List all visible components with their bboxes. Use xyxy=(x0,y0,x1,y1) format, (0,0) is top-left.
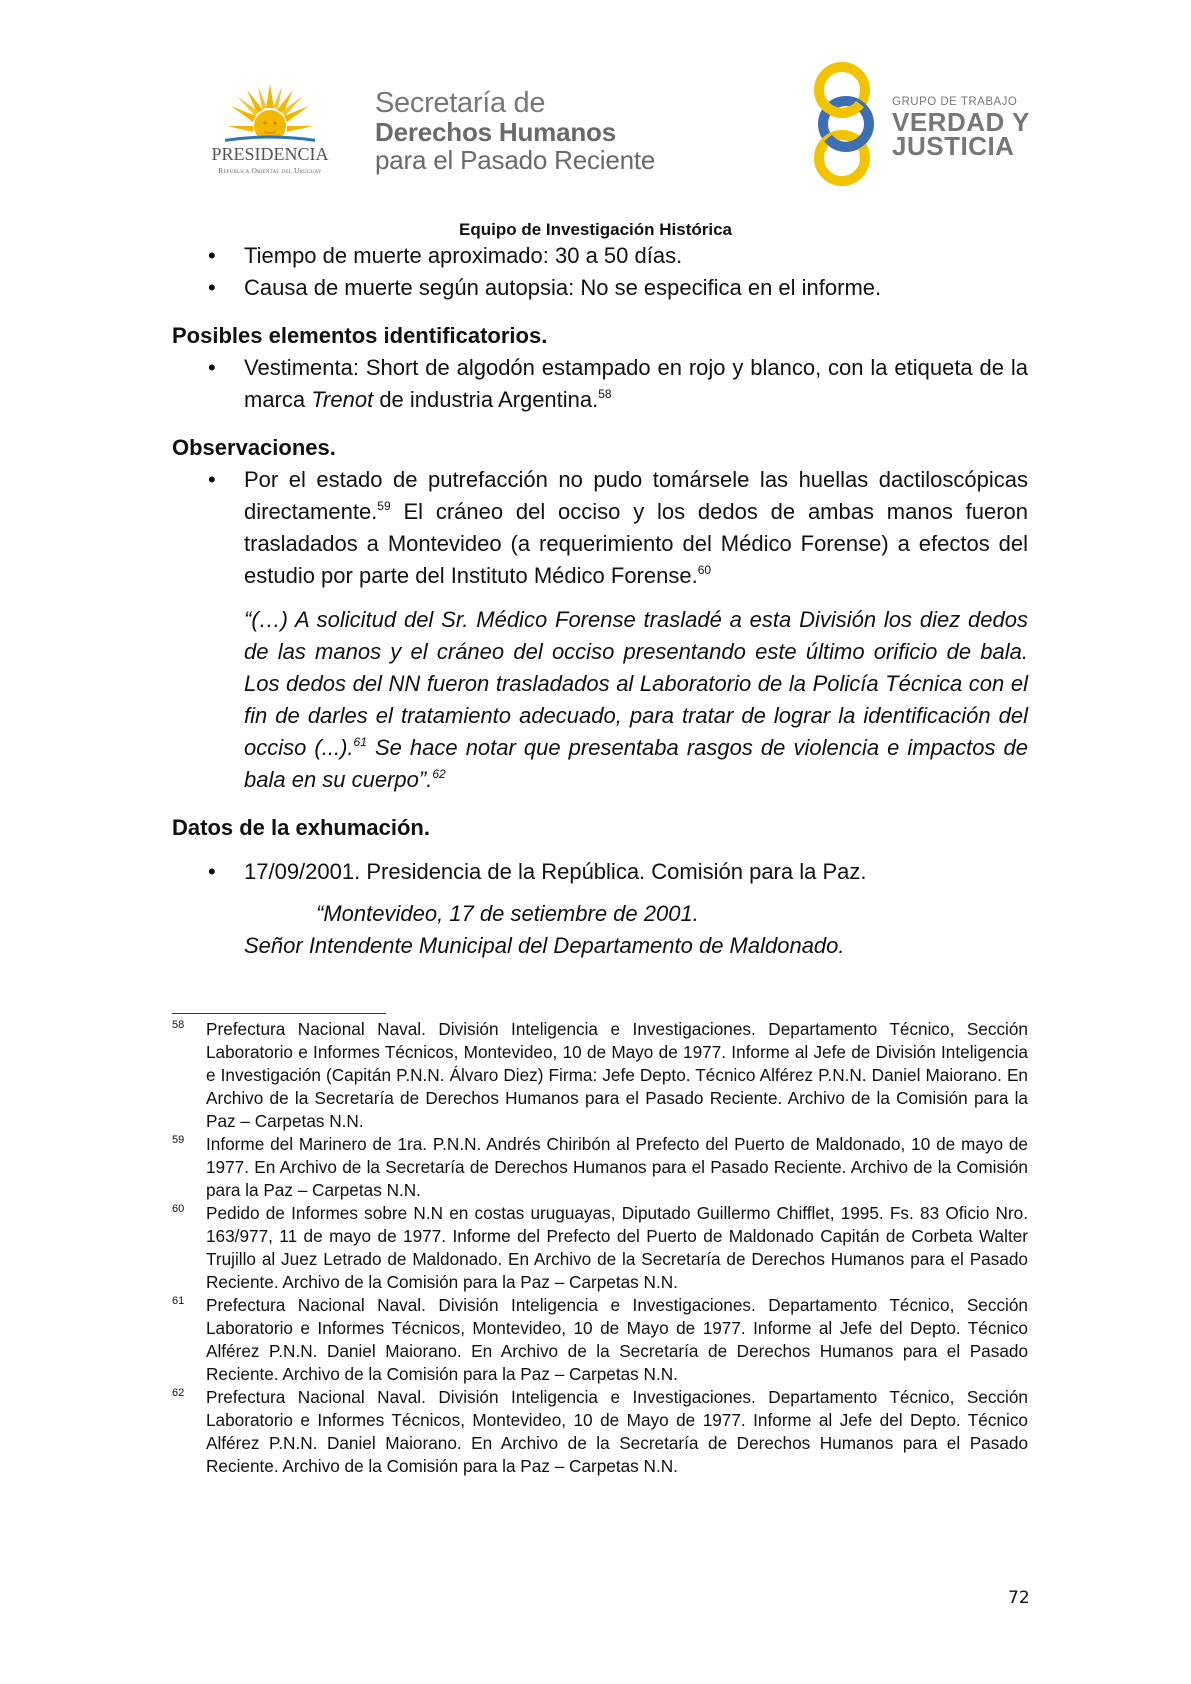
presidencia-logo xyxy=(195,82,345,177)
list-item-text: Tiempo de muerte aproximado: 30 a 50 días. xyxy=(244,243,683,268)
grupo-line3: JUSTICIA xyxy=(892,131,1015,161)
footnote-separator xyxy=(172,1013,386,1014)
footnote-ref[interactable]: 58 xyxy=(598,386,612,401)
footnote-61 xyxy=(172,1294,1028,1386)
list-item xyxy=(172,272,1028,304)
quote-text: Se hace notar que presentaba rasgos de violencia e impactos de bala en su cuerpo”. xyxy=(244,735,1028,792)
footnote-number: 60 xyxy=(172,1203,185,1215)
list-item-text: 17/09/2001. Presidencia de la República. Comisión para la Paz. xyxy=(244,859,867,884)
footnotes xyxy=(172,1018,1028,1478)
list-item-text: El cráneo del occiso y los dedos de ambas manos fueron trasladados a Montevideo (a requerimiento del Médico Forense) a efectos del estudio por parte del Instituto Médico Forense. xyxy=(244,499,1028,588)
list-item xyxy=(172,352,1028,416)
footnote-text: Prefectura Nacional Naval. División Inteligencia e Investigaciones. Departamento Técnico, Sección Laboratorio e Informes Técnicos, Montevideo, 10 de Mayo de 1977. Informe al Jefe de División Inteligencia e Investigación (Capitán P.N.N. Álvaro Diez) Firma: Jefe Depto. Técnico Alférez P.N.N. Daniel Maiorano. En Archivo de la Secretaría de Derechos Humanos para el Pasado Reciente. Archivo de la Comisión para la Paz – Carpetas N.N. xyxy=(206,1019,1028,1131)
list-item-text: Por el estado de putrefacción no pudo tomársele las huellas dactiloscópicas directamente. xyxy=(244,467,1028,524)
presidencia-title: PRESIDENCIA xyxy=(211,144,329,164)
footnote-59 xyxy=(172,1133,1028,1202)
footnote-62 xyxy=(172,1386,1028,1478)
list-item-text: Causa de muerte según autopsia: No se especifica en el informe. xyxy=(244,275,882,300)
footnote-60 xyxy=(172,1202,1028,1294)
sun-of-may-icon xyxy=(225,82,315,144)
secretaria-line2: Derechos Humanos xyxy=(375,117,616,147)
block-quote xyxy=(172,604,1028,796)
list-item xyxy=(172,856,1028,888)
secretaria-line3: para el Pasado Reciente xyxy=(375,145,656,175)
footnote-ref[interactable]: 59 xyxy=(377,498,391,513)
page-header xyxy=(0,0,1191,200)
letter-dateline: “Montevideo, 17 de setiembre de 2001. xyxy=(316,901,699,926)
bullet-icon: • xyxy=(208,275,216,300)
footnote-number: 62 xyxy=(172,1387,185,1399)
bullet-icon: • xyxy=(208,467,216,492)
quote-text: “(…) A solicitud del Sr. Médico Forense trasladé a esta División los diez dedos de las manos y el cráneo del occiso presentando este último orificio de bala. Los dedos del NN fueron trasladados al Laboratorio de la Policía Técnica con el fin de darles el tratamiento adecuado, para tratar de lograr la identificación del occiso (...). xyxy=(244,607,1028,760)
page-number: 72 xyxy=(1008,1588,1030,1608)
linked-rings-icon xyxy=(810,62,882,186)
footnote-number: 59 xyxy=(172,1134,185,1146)
brand-name: Trenot xyxy=(311,387,374,412)
footnote-ref[interactable]: 62 xyxy=(432,766,446,781)
footnote-58 xyxy=(172,1018,1028,1133)
grupo-line1: GRUPO DE TRABAJO xyxy=(892,96,1018,108)
footnote-number: 61 xyxy=(172,1295,185,1307)
grupo-verdad-justicia-logo xyxy=(810,62,1050,192)
section-heading-exhumacion: Datos de la exhumación. xyxy=(172,815,430,840)
section-heading-identificatorios: Posibles elementos identificatorios. xyxy=(172,323,548,348)
presidencia-subtitle: República Oriental del Uruguay xyxy=(218,166,322,175)
list-item xyxy=(172,464,1028,592)
footnote-text: Prefectura Nacional Naval. División Inteligencia e Investigaciones. Departamento Técnico, Sección Laboratorio e Informes Técnicos, Montevideo, 10 de Mayo de 1977. Informe al Jefe del Depto. Técnico Alférez P.N.N. Daniel Maiorano. En Archivo de la Secretaría de Derechos Humanos para el Pasado Reciente. Archivo de la Comisión para la Paz – Carpetas N.N. xyxy=(206,1387,1028,1476)
bullet-icon: • xyxy=(208,243,216,268)
footnote-number: 58 xyxy=(172,1019,185,1031)
grupo-line2: VERDAD Y xyxy=(892,107,1030,137)
list-item-text: Vestimenta: Short de algodón estampado en rojo y blanco, con la etiqueta de la marca xyxy=(244,355,1028,412)
footnote-ref[interactable]: 60 xyxy=(697,562,712,577)
letter-addressee: Señor Intendente Municipal del Departamento de Maldonado. xyxy=(244,933,845,958)
bullet-icon: • xyxy=(208,355,216,380)
bullet-icon: • xyxy=(208,859,216,884)
section-heading-observaciones: Observaciones. xyxy=(172,435,336,460)
list-item-text: de industria Argentina. xyxy=(373,387,599,412)
footnote-text: Pedido de Informes sobre N.N en costas uruguayas, Diputado Guillermo Chifflet, 1995. Fs. 83 Oficio Nro. 163/977, 11 de mayo de 1977. Informe del Prefecto del Puerto de Maldonado Capitán de Corbeta Walter Trujillo al Juez Letrado de Maldonado. En Archivo de la Secretaría de Derechos Humanos para el Pasado Reciente. Archivo de la Comisión para la Paz – Carpetas N.N. xyxy=(206,1203,1028,1292)
footnote-ref[interactable]: 61 xyxy=(353,734,367,749)
list-item xyxy=(172,240,1028,272)
footnote-text: Informe del Marinero de 1ra. P.N.N. Andrés Chiribón al Prefecto del Puerto de Maldonado, 10 de mayo de 1977. En Archivo de la Secretaría de Derechos Humanos para el Pasado Reciente. Archivo de la Comisión para la Paz – Carpetas N.N. xyxy=(206,1134,1028,1200)
secretaria-line1: Secretaría de xyxy=(375,87,546,119)
footnote-text: Prefectura Nacional Naval. División Inteligencia e Investigaciones. Departamento Técnico, Sección Laboratorio e Informes Técnicos, Montevideo, 10 de Mayo de 1977. Informe al Jefe del Depto. Técnico Alférez P.N.N. Daniel Maiorano. En Archivo de la Secretaría de Derechos Humanos para el Pasado Reciente. Archivo de la Comisión para la Paz – Carpetas N.N. xyxy=(206,1295,1028,1384)
running-header: Equipo de Investigación Histórica xyxy=(459,220,732,239)
secretaria-logo-text xyxy=(375,88,715,174)
document-body xyxy=(172,240,1028,962)
